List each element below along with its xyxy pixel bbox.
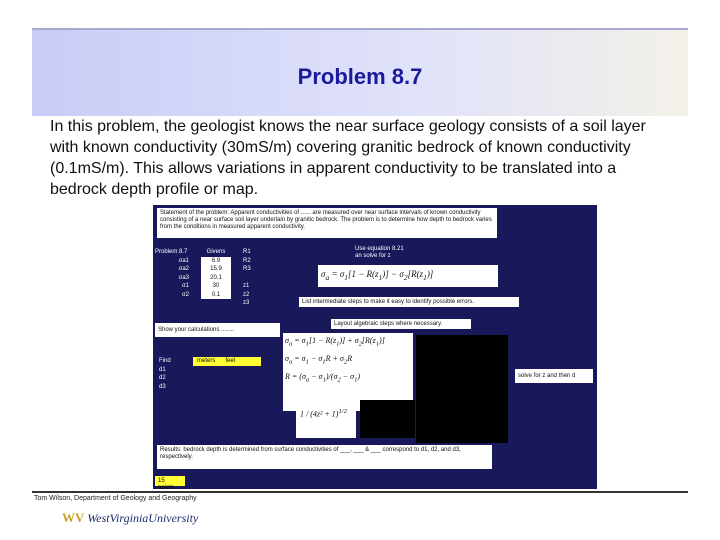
table-header: Problem 8.7: [155, 249, 188, 255]
slide-title: Problem 8.7: [297, 64, 423, 89]
intermediate-steps-note: List intermediate steps to make it easy to identify possible errors.: [299, 297, 519, 307]
r-formula: $1 / (4z^2 + 1)^{1/2}$: [300, 408, 347, 419]
unknown-label: R3: [243, 266, 251, 272]
spreadsheet-panel: [153, 205, 597, 489]
r-formula-box: [296, 400, 356, 438]
unknown-label: z1: [243, 283, 250, 289]
university-logo: [62, 510, 198, 526]
unit-feet: feet: [225, 358, 236, 364]
author-credit: Tom Wilson, Department of Geology and Geography: [34, 495, 197, 502]
unknown-label: R1: [243, 249, 251, 255]
solve-note: solve for z and then d: [515, 369, 593, 383]
given-label: σ2: [181, 291, 189, 298]
unknown-label: z2: [243, 291, 250, 298]
find-units: [193, 357, 261, 366]
footer-rule: [32, 491, 688, 493]
find-table: [159, 357, 261, 391]
derivation-line-3: $R = (\sigma_a - \sigma_1)/(\sigma_2 - \sigma_1)$: [285, 372, 361, 384]
find-item: d2: [159, 375, 166, 381]
r-answer-cell[interactable]: [360, 400, 415, 438]
given-value[interactable]: 20.1: [210, 274, 222, 281]
title-band: [32, 30, 688, 116]
unknown-label: R2: [243, 257, 251, 264]
equation-text: $\sigma_a = \sigma_1[1 - R(z_1)] - \sigma_2[R(z_1)]$: [321, 269, 434, 282]
equation-8-21: [318, 265, 498, 287]
find-item: d3: [159, 383, 166, 390]
given-value[interactable]: 15.9: [210, 266, 222, 272]
answer-area[interactable]: [416, 335, 508, 443]
show-calculations-prompt: Show your calculations ........: [155, 323, 280, 337]
unit-meters: meters: [197, 358, 216, 364]
find-item: d1: [159, 366, 166, 373]
given-label: σa1: [178, 257, 189, 264]
givens-header: Givens: [206, 249, 226, 255]
unknown-label: [243, 274, 251, 283]
university-name: WestVirginiaUniversity: [87, 510, 199, 525]
problem-statement: Statement of the problem: Apparent conductivities of ...... are measured over near surface intervals of known conductivity consisting of a near surface soil layer underlain by granitic bedrock. The problem is to determine how depth to bedrock varies from the conditions in measured apparent conductivity.: [157, 208, 497, 238]
intro-paragraph: In this problem, the geologist knows the near surface geology consists of a soil layer with known conductivity (30mS/m) covering granitic bedrock of known conductivity (0.1mS/m). This allows variations in apparent conductivity to be translated into a bedrock depth profile or map.: [50, 118, 646, 198]
unknowns-column: [243, 248, 251, 308]
givens-table: [155, 248, 231, 299]
given-label: σa2: [178, 266, 189, 272]
derivation-line-2: $\sigma_a = \sigma_1 - \sigma_1R + \sigma_2R$: [285, 354, 353, 366]
unknown-label: z3: [243, 300, 250, 306]
find-header: Find: [159, 358, 171, 364]
layout-steps-note: Layout algebraic steps where necessary.: [331, 319, 471, 329]
given-value[interactable]: 0.1: [211, 291, 221, 298]
use-equation-note: Use equation 8.21 an solve for z: [355, 246, 404, 259]
points-badge: 15 points: [155, 476, 185, 486]
given-label: σ1: [181, 283, 189, 289]
given-value[interactable]: 30: [212, 283, 220, 289]
given-value[interactable]: 6.9: [211, 257, 221, 264]
results-statement: Results: bedrock depth is determined from surface conductivities of ___, ___ & ___ correspond to d1, d2, and d3, respectively.: [157, 445, 492, 469]
derivation-line-1: $\sigma_a = \sigma_1[1 - R(z_1)] + \sigma_2[R(z_1)]$: [285, 336, 385, 348]
wv-logo-icon: WV: [62, 510, 85, 525]
given-label: σa3: [178, 274, 189, 281]
